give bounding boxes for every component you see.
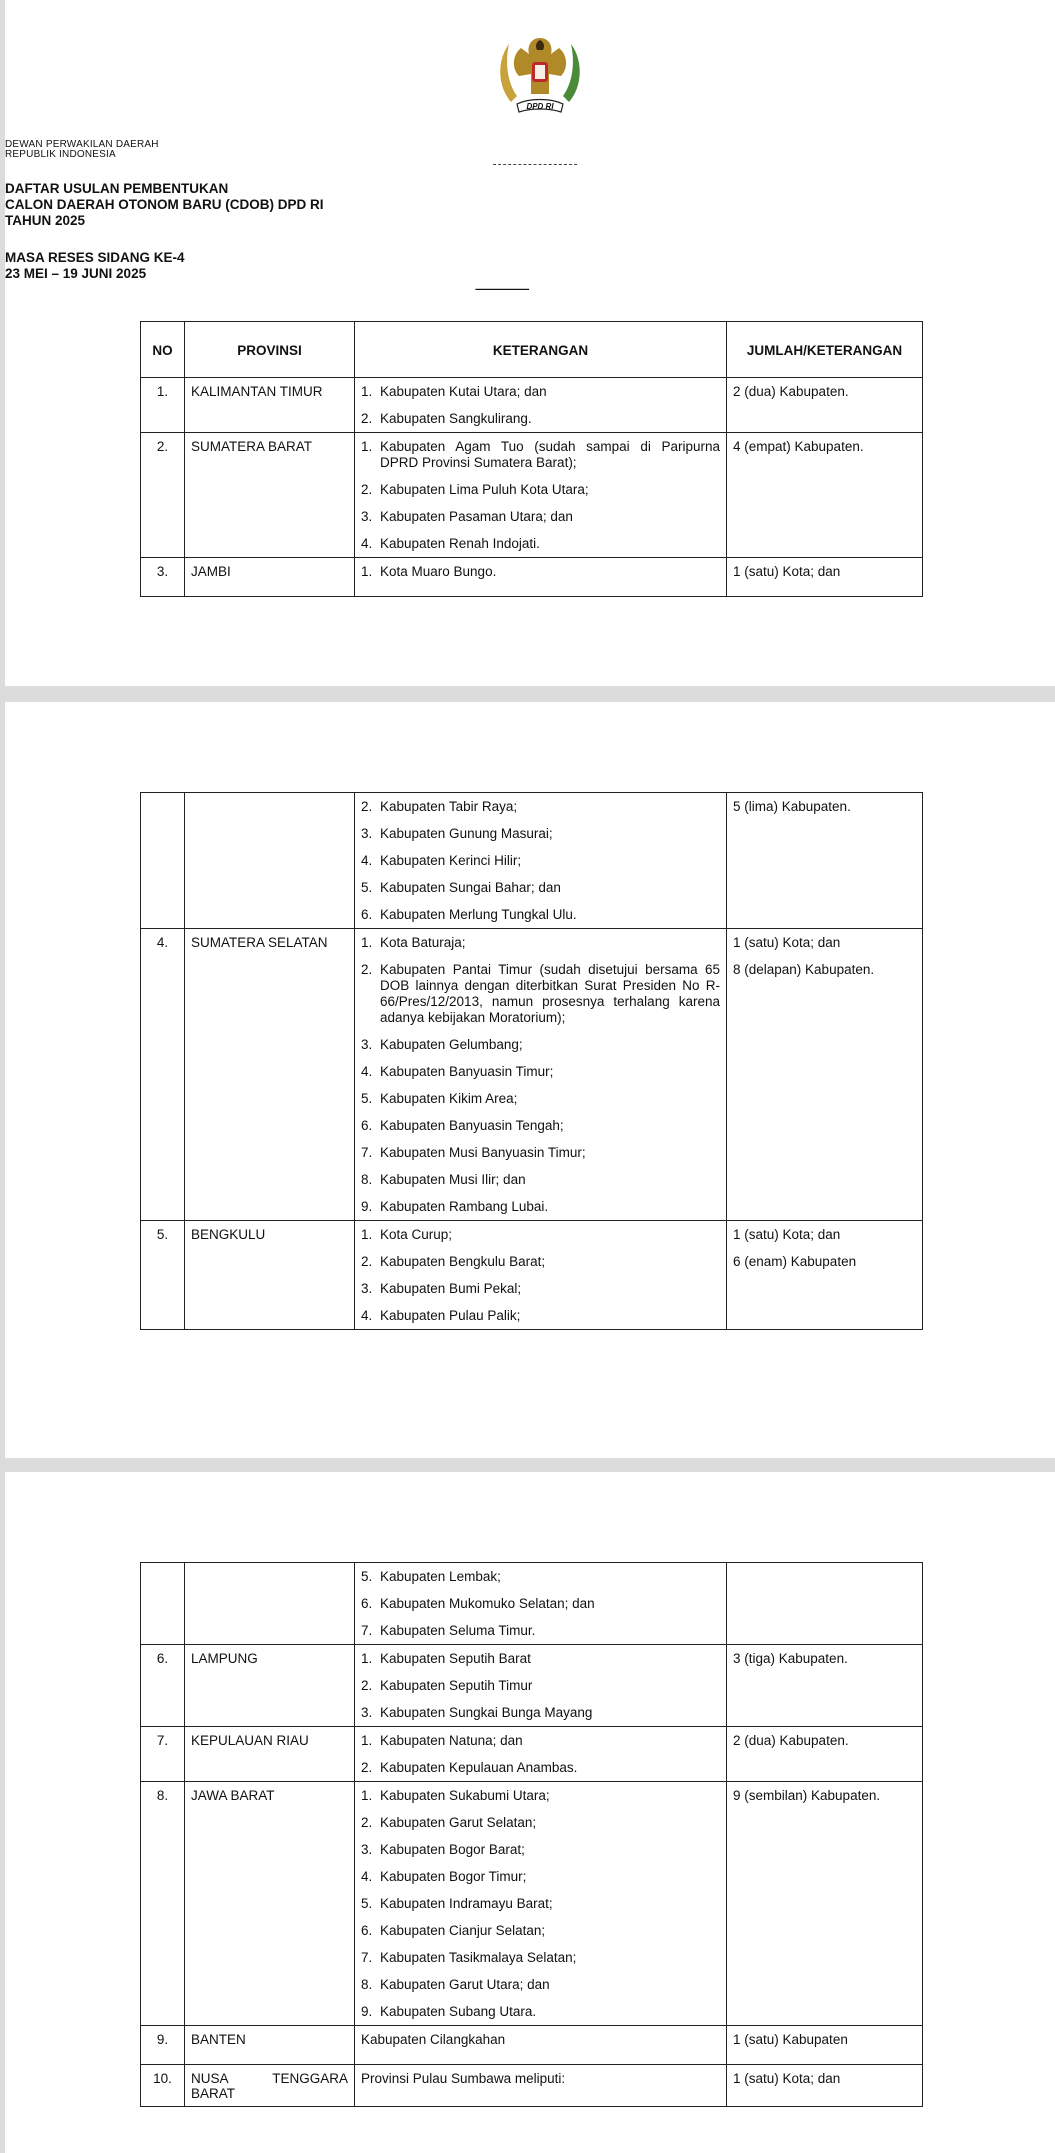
list-item <box>361 853 720 869</box>
item-number: 1. <box>361 1788 373 1803</box>
item-text: Kabupaten Gunung Masurai; <box>380 826 553 841</box>
item-number: 4. <box>361 853 373 868</box>
table-row <box>141 1563 923 1645</box>
list-item <box>361 1281 720 1297</box>
item-number: 1. <box>361 1651 373 1666</box>
item-text: Kabupaten Bumi Pekal; <box>380 1281 522 1296</box>
item-number: 6. <box>361 907 373 922</box>
item-text: Kota Baturaja; <box>380 935 466 950</box>
count-cell <box>727 793 923 929</box>
list-item <box>361 1569 720 1585</box>
item-text: Kabupaten Banyuasin Tengah; <box>380 1118 564 1133</box>
item-number: 3. <box>361 1705 373 1720</box>
svg-text:DPD RI: DPD RI <box>526 102 554 111</box>
province-name: KALIMANTAN TIMUR <box>185 378 355 433</box>
region-list-cell <box>355 793 727 929</box>
table-row <box>141 433 923 558</box>
item-number: 4. <box>361 1308 373 1323</box>
item-number: 1. <box>361 564 373 579</box>
item-text: Kabupaten Musi Ilir; dan <box>380 1172 526 1187</box>
document-page-2 <box>5 702 1055 1458</box>
row-number <box>141 793 185 929</box>
item-number: 3. <box>361 826 373 841</box>
region-list-cell <box>355 558 727 597</box>
list-item <box>361 509 720 525</box>
region-list <box>361 1569 720 1639</box>
session-line-2: 23 MEI – 19 JUNI 2025 <box>5 266 147 281</box>
list-item <box>361 880 720 896</box>
table-header-row <box>141 322 923 378</box>
item-text: Kabupaten Natuna; dan <box>380 1733 523 1748</box>
separator: ----------------------- <box>475 284 529 295</box>
item-number: 1. <box>361 439 373 454</box>
item-number: 4. <box>361 536 373 551</box>
row-number: 3. <box>141 558 185 597</box>
item-text: Kabupaten Tasikmalaya Selatan; <box>380 1950 577 1965</box>
item-number: 1. <box>361 1733 373 1748</box>
item-number: 3. <box>361 1281 373 1296</box>
item-number: 5. <box>361 1569 373 1584</box>
count-text: 1 (satu) Kota; dan <box>733 935 841 950</box>
list-item <box>361 564 720 580</box>
item-text: Kabupaten Kutai Utara; dan <box>380 384 547 399</box>
table-row <box>141 1727 923 1782</box>
cdob-table-page-2 <box>140 792 923 1330</box>
item-text: Kabupaten Tabir Raya; <box>380 799 518 814</box>
doc-title-line-2: CALON DAERAH OTONOM BARU (CDOB) DPD RI <box>5 197 324 212</box>
item-text: Kabupaten Pulau Palik; <box>380 1308 521 1323</box>
table-row <box>141 1645 923 1727</box>
region-list <box>361 1788 720 2020</box>
list-item <box>361 536 720 552</box>
count-cell <box>727 1645 923 1727</box>
row-number: 8. <box>141 1782 185 2026</box>
session-line-1: MASA RESES SIDANG KE-4 <box>5 250 185 265</box>
table-row <box>141 929 923 1221</box>
item-text: Kabupaten Musi Banyuasin Timur; <box>380 1145 586 1160</box>
list-item <box>361 1172 720 1188</box>
list-item <box>361 1977 720 1993</box>
list-item <box>361 411 720 427</box>
item-number: 7. <box>361 1145 373 1160</box>
province-name: NUSA TENGGARA BARAT <box>185 2065 355 2107</box>
header-no: NO <box>141 322 185 378</box>
item-number: 2. <box>361 962 373 977</box>
table-row <box>141 378 923 433</box>
header-jumlah: JUMLAH/KETERANGAN <box>727 322 923 378</box>
item-text: Kabupaten Garut Utara; dan <box>380 1977 550 1992</box>
item-text: Kabupaten Bengkulu Barat; <box>380 1254 546 1269</box>
header-provinsi: PROVINSI <box>185 322 355 378</box>
row-number: 4. <box>141 929 185 1221</box>
count-text: 6 (enam) Kabupaten <box>733 1254 857 1269</box>
province-name <box>185 793 355 929</box>
doc-title-line-3: TAHUN 2025 <box>5 213 86 228</box>
count-cell <box>727 2065 923 2107</box>
header-keterangan: KETERANGAN <box>355 322 727 378</box>
count-text: 9 (sembilan) Kabupaten. <box>733 1788 881 1803</box>
list-item <box>361 439 720 471</box>
item-text: Kabupaten Seputih Barat <box>380 1651 531 1666</box>
row-number: 2. <box>141 433 185 558</box>
item-text: Kabupaten Sungai Bahar; dan <box>380 880 561 895</box>
item-text: Kabupaten Agam Tuo (sudah sampai di Paripurna DPRD Provinsi Sumatera Barat); <box>380 439 720 470</box>
list-item <box>361 826 720 842</box>
row-number: 9. <box>141 2026 185 2065</box>
item-number: 4. <box>361 1064 373 1079</box>
institution-name: DEWAN PERWAKILAN DAERAH <box>5 139 159 150</box>
province-name: JAWA BARAT <box>185 1782 355 2026</box>
list-item <box>361 1145 720 1161</box>
region-list <box>361 2032 720 2048</box>
region-list-cell <box>355 929 727 1221</box>
province-name: KEPULAUAN RIAU <box>185 1727 355 1782</box>
cdob-table-page-1 <box>140 321 923 597</box>
item-number: 2. <box>361 1678 373 1693</box>
list-item <box>361 384 720 400</box>
table-row <box>141 1221 923 1330</box>
item-number: 1. <box>361 384 373 399</box>
item-number: 7. <box>361 1950 373 1965</box>
item-text: Kabupaten Bogor Timur; <box>380 1869 527 1884</box>
item-number: 5. <box>361 1896 373 1911</box>
item-number: 2. <box>361 1254 373 1269</box>
item-number: 2. <box>361 1815 373 1830</box>
count-text: 8 (delapan) Kabupaten. <box>733 962 875 977</box>
row-number: 10. <box>141 2065 185 2107</box>
list-item <box>361 962 720 1026</box>
row-number: 1. <box>141 378 185 433</box>
list-item <box>361 1227 720 1243</box>
item-text: Kabupaten Renah Indojati. <box>380 536 540 551</box>
count-text: 4 (empat) Kabupaten. <box>733 439 864 454</box>
list-item <box>361 1254 720 1270</box>
item-text: Kabupaten Sangkulirang. <box>380 411 532 426</box>
province-name <box>185 1563 355 1645</box>
count-text: 1 (satu) Kota; dan <box>733 1227 841 1242</box>
region-list <box>361 935 720 1215</box>
count-text: 1 (satu) Kota; dan <box>733 2071 841 2086</box>
item-number: 8. <box>361 1977 373 1992</box>
province-name: BANTEN <box>185 2026 355 2065</box>
table-row <box>141 2065 923 2107</box>
institution-underline <box>493 164 577 165</box>
list-item <box>361 1651 720 1667</box>
region-list-cell <box>355 378 727 433</box>
list-item <box>361 1923 720 1939</box>
count-cell <box>727 1221 923 1330</box>
item-number: 6. <box>361 1923 373 1938</box>
item-number: 7. <box>361 1623 373 1638</box>
list-item <box>361 1037 720 1053</box>
garuda-emblem-icon <box>491 24 589 124</box>
table-row <box>141 793 923 929</box>
item-text: Kabupaten Lima Puluh Kota Utara; <box>380 482 589 497</box>
item-text: Kabupaten Merlung Tungkal Ulu. <box>380 907 577 922</box>
item-text: Kabupaten Kikim Area; <box>380 1091 518 1106</box>
province-name: BENGKULU <box>185 1221 355 1330</box>
item-text: Kabupaten Mukomuko Selatan; dan <box>380 1596 595 1611</box>
list-item <box>361 1308 720 1324</box>
list-item <box>361 1896 720 1912</box>
list-item <box>361 799 720 815</box>
item-number: 8. <box>361 1172 373 1187</box>
item-number: 3. <box>361 1842 373 1857</box>
item-text: Kabupaten Sukabumi Utara; <box>380 1788 550 1803</box>
item-text: Kabupaten Pasaman Utara; dan <box>380 509 573 524</box>
list-item <box>361 1788 720 1804</box>
region-list-cell <box>355 1645 727 1727</box>
region-list <box>361 2071 720 2087</box>
list-item <box>361 1950 720 1966</box>
count-cell <box>727 558 923 597</box>
region-list <box>361 384 720 427</box>
row-number: 5. <box>141 1221 185 1330</box>
region-list-cell <box>355 433 727 558</box>
item-number: 6. <box>361 1596 373 1611</box>
list-item <box>361 1842 720 1858</box>
cdob-table-page-3 <box>140 1562 923 2107</box>
list-item <box>361 1733 720 1749</box>
table-row <box>141 2026 923 2065</box>
list-item <box>361 907 720 923</box>
item-number: 2. <box>361 1760 373 1775</box>
item-number: 1. <box>361 935 373 950</box>
item-number: 1. <box>361 1227 373 1242</box>
item-text: Kabupaten Seputih Timur <box>380 1678 533 1693</box>
count-cell <box>727 1727 923 1782</box>
item-text: Kabupaten Kepulauan Anambas. <box>380 1760 578 1775</box>
item-text: Kabupaten Garut Selatan; <box>380 1815 537 1830</box>
region-list <box>361 1227 720 1324</box>
list-item <box>361 482 720 498</box>
list-item <box>361 1091 720 1107</box>
row-number <box>141 1563 185 1645</box>
item-number: 3. <box>361 509 373 524</box>
list-item <box>361 1623 720 1639</box>
region-list <box>361 1651 720 1721</box>
list-item <box>361 1705 720 1721</box>
count-text: 5 (lima) Kabupaten. <box>733 799 851 814</box>
list-item <box>361 2004 720 2020</box>
item-text: Kota Muaro Bungo. <box>380 564 497 579</box>
province-name: SUMATERA BARAT <box>185 433 355 558</box>
list-item <box>361 1760 720 1776</box>
item-text: Kabupaten Pantai Timur (sudah disetujui bersama 65 DOB lainnya dengan diterbitkan Surat Presiden No R-66/Pres/12/2013, namun prosesnya terhalang karena adanya kebijakan Moratorium); <box>380 962 720 1025</box>
region-list-cell <box>355 1727 727 1782</box>
region-list-cell <box>355 1221 727 1330</box>
item-text: Kabupaten Bogor Barat; <box>380 1842 525 1857</box>
count-cell <box>727 929 923 1221</box>
item-text: Kabupaten Rambang Lubai. <box>380 1199 549 1214</box>
list-item <box>361 1678 720 1694</box>
item-text: Kabupaten Gelumbang; <box>380 1037 523 1052</box>
item-number: 6. <box>361 1118 373 1133</box>
list-item <box>361 1118 720 1134</box>
row-number: 7. <box>141 1727 185 1782</box>
list-item <box>361 1815 720 1831</box>
item-text: Kabupaten Sungkai Bunga Mayang <box>380 1705 593 1720</box>
item-number: 2. <box>361 411 373 426</box>
item-text: Kabupaten Cilangkahan <box>361 2032 506 2047</box>
count-cell <box>727 1563 923 1645</box>
list-item <box>361 1869 720 1885</box>
item-number: 5. <box>361 1091 373 1106</box>
item-text: Kabupaten Cianjur Selatan; <box>380 1923 546 1938</box>
item-text: Kabupaten Seluma Timur. <box>380 1623 536 1638</box>
table-row <box>141 1782 923 2026</box>
document-page-3 <box>5 1472 1055 2153</box>
item-text: Kabupaten Indramayu Barat; <box>380 1896 553 1911</box>
province-name: JAMBI <box>185 558 355 597</box>
list-item <box>361 1064 720 1080</box>
row-number: 6. <box>141 1645 185 1727</box>
list-item <box>361 2071 720 2087</box>
list-item <box>361 2032 720 2048</box>
count-text: 1 (satu) Kota; dan <box>733 564 841 579</box>
count-text: 2 (dua) Kabupaten. <box>733 1733 849 1748</box>
region-list-cell <box>355 1782 727 2026</box>
count-cell <box>727 433 923 558</box>
item-number: 2. <box>361 799 373 814</box>
item-text: Kabupaten Subang Utara. <box>380 2004 537 2019</box>
list-item <box>361 1199 720 1215</box>
item-text: Kabupaten Lembak; <box>380 1569 501 1584</box>
region-list <box>361 1733 720 1776</box>
region-list-cell <box>355 2065 727 2107</box>
region-list <box>361 799 720 923</box>
province-name: SUMATERA SELATAN <box>185 929 355 1221</box>
count-text: 3 (tiga) Kabupaten. <box>733 1651 848 1666</box>
region-list <box>361 439 720 552</box>
list-item <box>361 935 720 951</box>
region-list <box>361 564 720 580</box>
item-text: Kabupaten Banyuasin Timur; <box>380 1064 554 1079</box>
region-list-cell <box>355 1563 727 1645</box>
count-cell <box>727 378 923 433</box>
item-number: 5. <box>361 880 373 895</box>
item-number: 2. <box>361 482 373 497</box>
institution-country: REPUBLIK INDONESIA <box>5 149 116 160</box>
region-list-cell <box>355 2026 727 2065</box>
count-text: 2 (dua) Kabupaten. <box>733 384 849 399</box>
item-text: Kota Curup; <box>380 1227 453 1242</box>
count-text: 1 (satu) Kabupaten <box>733 2032 848 2047</box>
item-text: Kabupaten Kerinci Hilir; <box>380 853 522 868</box>
item-number: 9. <box>361 1199 373 1214</box>
province-name: LAMPUNG <box>185 1645 355 1727</box>
document-page-1 <box>5 0 1055 686</box>
count-cell <box>727 1782 923 2026</box>
count-cell <box>727 2026 923 2065</box>
item-number: 4. <box>361 1869 373 1884</box>
doc-title-line-1: DAFTAR USULAN PEMBENTUKAN <box>5 181 229 196</box>
item-number: 9. <box>361 2004 373 2019</box>
item-text: Provinsi Pulau Sumbawa meliputi: <box>361 2071 566 2086</box>
table-row <box>141 558 923 597</box>
list-item <box>361 1596 720 1612</box>
item-number: 3. <box>361 1037 373 1052</box>
